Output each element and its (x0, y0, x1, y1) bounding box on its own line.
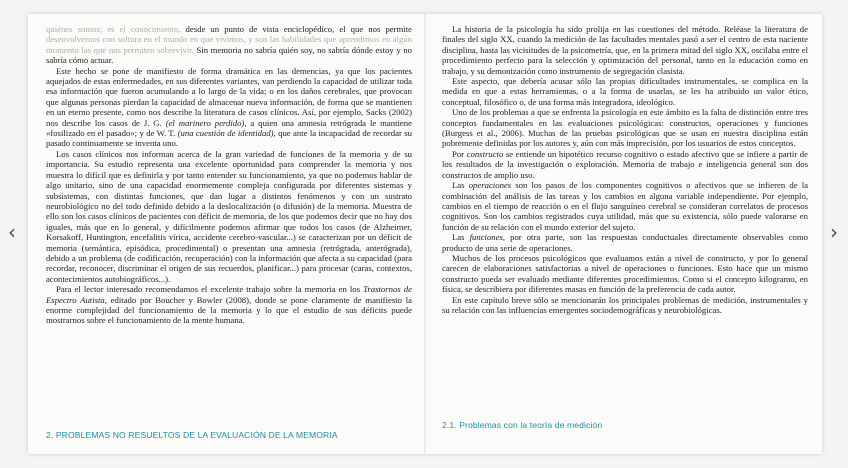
italic-text: (una cuestión de identidad) (177, 128, 274, 139)
right-paragraph-2: Este aspecto, que debería acusar sólo las propias dificultades instrumentales, se complica en la medida en que a estas herramientas, o a la forma de usarlas, se les ha atribuido un valor ético, conceptual, filosófico o, de una forma más integradora, ideológico. (442, 76, 808, 107)
left-paragraph-1 (46, 24, 412, 66)
text-run: , a quien una amnesia retrógrada le mantiene «fosilizado en el pasado»; y de W. T. (46, 117, 412, 139)
right-paragraph-3: Uno de los problemas a que se enfrenta la psicología en este ámbito es la falta de distinción entre tres conceptos fundamentales en las evaluaciones psicológicas: constructos, operaciones y funciones (Burgess et al., 2006). Muchas de las pruebas psicológicas que se usan en nuestra disciplina están pobremente definidas por los autores y, aún con más imprecisión, por los usuarios de estos conceptos. (442, 107, 808, 149)
left-paragraph-3: Los casos clínicos nos informan acerca de la gran variedad de funciones de la memoria y de su importancia. Su estudio representa una excelente oportunidad para comprender la memoria y nos muestra lo difícil que es definirla y por tanto entender su funcionamiento, ya que no podemos hablar de algo unitario, sino de una capacidad enormemente compleja configurada por diferentes sistemas y subsistemas, con distintas funciones, que dan lugar a distintos fenómenos y con un sustrato neurobiológico no del todo definido debido a la deslocalización (o difusión) de la memoria. Muestra de ello son los casos clínicos de pacientes con déficit de memoria, de los que podemos decir que no hay dos iguales, más que en lo general, y difícilmente podemos afirmar que todos los casos (de Alzheimer, Korsakoff, Huntington, encefalitis vírica, accidente cerebro-vascular...) se caracterizan por un déficit de memoria (semántica, episódica, procedimental) o presentan una amnesia (retrógrada, anterógrada), debido a un problema (de codificación, recuperación) con la información que afecta a su capacidad (para recordar, reconocer, discriminar el origen de sus recuerdos, planificar...) para procesar (caras, contextos, acontecimientos autobiográficos...). (46, 148, 412, 284)
left-paragraph-2 (46, 66, 412, 149)
right-paragraph-4 (442, 149, 808, 180)
right-paragraph-5 (442, 180, 808, 232)
text-run: Las (452, 232, 470, 243)
text-run: , editado por Boucher y Bowler (2008), donde se pone claramente de manifiesto la enorme complejidad del funcionamiento de la memoria y lo que el estudio de sus déficits puede mostrarnos sobre el funcionamiento de la mente humana. (46, 294, 412, 326)
left-paragraph-4 (46, 284, 412, 326)
italic-text: funciones (469, 232, 503, 243)
italic-text: operaciones (468, 180, 512, 191)
text-run: Este hecho se pone de manifiesto de forma dramática en las demencias, ya que los pacientes aquejados de estas enfermedades, en sus diferentes variantes, van perdiendo la capacidad de utilizar toda esa información que fueron acumulando a lo largo de la vida; o en los daños cerebrales, que provocan que algunas personas pierdan la capacidad de almacenar nueva información, de forma que se mantienen en un eterno presente, como nos describe la literatura de casos clínicos. Así, por ejemplo, Sacks (2002) nos describe los casos de J. G. (46, 65, 412, 128)
text-run: Por (452, 148, 467, 159)
italic-text: (el marinero perdido) (165, 117, 245, 128)
section-heading: 2. PROBLEMAS NO RESUELTOS DE LA EVALUACIÓN DE LA MEMORIA (46, 430, 338, 440)
chevron-right-icon[interactable]: › (830, 220, 838, 244)
text-run: se entiende un hipotético recurso cognitivo o estado afectivo que se infiere a partir de los resultados de la investigación o exploración. Memoria de trabajo e inteligencia general son dos constructos de amplio uso. (442, 148, 808, 180)
italic-text: constructo (466, 148, 504, 159)
text-run: , por otra parte, son las respuestas conductuales directamente observables como producto de una serie de operaciones. (442, 232, 808, 253)
text-run: Para el lector interesado recomendamos el excelente trabajo sobre la memoria en los (56, 284, 364, 295)
text-run: , que ante la incapacidad de recordar su pasado continuamente se inventa uno. (46, 128, 412, 149)
faded-text: quiénes somos; es el conocimiento, (46, 24, 181, 34)
right-paragraph-1: La historia de la psicología ha sido prolija en las cuestiones del método. Reléase la literatura de finales del siglo XX, cuando la medición de las facultades mentales pasó a ser el centro de esta naciente disciplina, hasta las vicisitudes de la psicometría, que, en la primera mitad del siglo XX, oscilaba entre el procedimiento perfecto para la selección y optimización del personal, tanto en la educación como en trabajo, y su demonización como instrumento de segregación clasista. (442, 24, 808, 76)
text-run: Sin memoria no sabría quién soy, no sabría dónde estoy y no sabría cómo actuar. (46, 44, 412, 66)
faded-text: desenvolvernos con soltura en el mundo en que vivimos, y son las habilidades que aprendimos en algún momento las que nos permiten sobrevivir. (46, 34, 412, 55)
chevron-left-icon[interactable]: ‹ (8, 220, 16, 244)
text-run: son los pasos de los componentes cognitivos o afectivos que se infieren de la combinación del análisis de las tareas y los cambios en alguna variable independiente. Por ejemplo, cambios en el tiempo de reacción o en el flujo sanguíneo cerebral se consideran correlatos de procesos cognitivos. Son los cambios registrados cuya utilidad, más que su existencia, sólo puede valorarse en función de su relación con el mundo exterior del sujeto. (442, 180, 808, 232)
right-paragraph-6 (442, 232, 808, 253)
right-page (442, 24, 808, 450)
text-run: desde un punto de vista enciclopédico, el que nos permite (180, 24, 412, 34)
page-gutter (424, 14, 426, 454)
left-page (46, 24, 412, 450)
book-spread (28, 14, 822, 454)
right-paragraph-8: En este capítulo breve sólo se mencionarán los principales problemas de medición, instrumentales y su relación con las influencias emergentes sociodemográficas y neurobiológicas. (442, 294, 808, 315)
text-run: Las (452, 180, 469, 191)
italic-text: Trastornos de Espectro Autista (46, 284, 412, 305)
section-heading: 2.1. Problemas con la teoría de medición (442, 420, 603, 430)
right-paragraph-7: Muchos de los procesos psicológicos que evaluamos están a nivel de constructo, y por lo general carecen de elaboraciones satisfactorias a nivel de operaciones o funciones. Esto hace que un mismo constructo pueda ser evaluado mediante diferentes procedimientos. Como si el concepto kilogramo, en física, se describiera por diferentes masas en función de la preferencia de cada autor. (442, 252, 808, 295)
